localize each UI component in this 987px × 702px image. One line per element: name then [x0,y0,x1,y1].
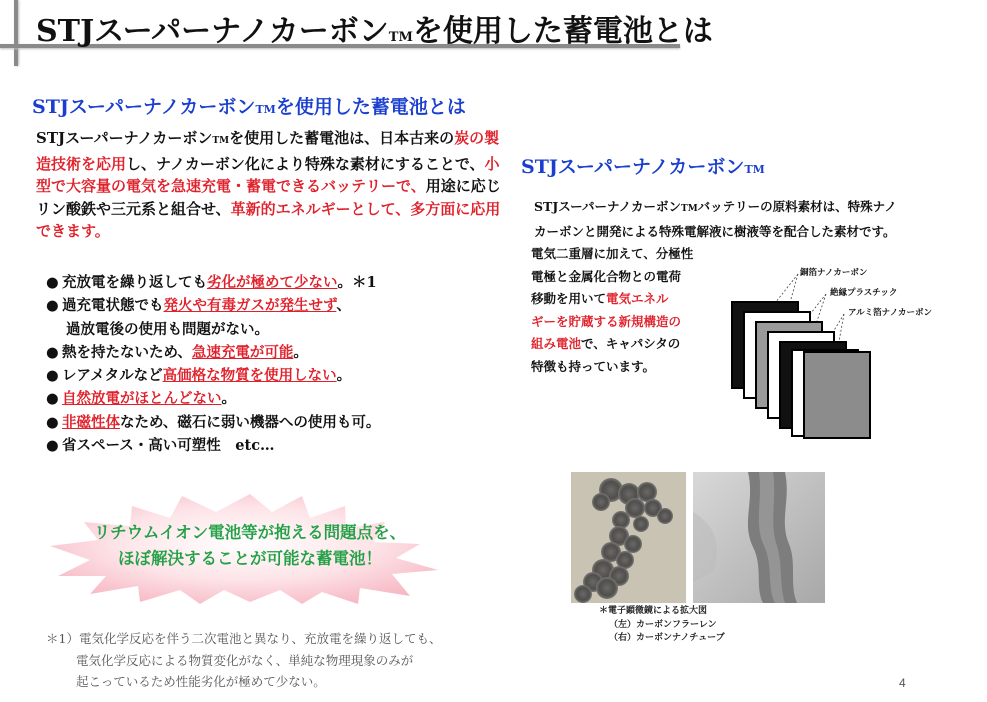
bullet-text: 。 [221,390,236,408]
bullet-dot-icon: ● [46,437,59,455]
list-item [46,271,486,294]
list-item [46,411,486,434]
bullet-highlight: 非磁性体 [62,413,120,431]
bullet-dot-icon: ● [46,367,59,385]
bullet-text: 省スペース・高い可塑性 etc… [62,437,275,455]
footnote-line: 起こっているため性能劣化が極めて少ない。 [76,674,326,689]
diagram-label-copper: 銅箔ナノカーボン [800,268,868,278]
callout-line: リチウムイオン電池等が抱える問題点を、 [93,523,407,542]
layer-sheet [804,352,870,438]
bullet-highlight: 高価格な物質を使用しない [162,367,337,385]
section-heading-tm: TM [255,103,276,116]
bullet-highlight: 劣化が極めて少ない [207,274,338,291]
diagram-label-insulator: 絶縁プラスチック [830,288,898,298]
intro-text: し、ナノカーボン化により特殊な素材にすることで、 [126,154,485,173]
bullet-dot-icon: ● [46,390,59,408]
right-heading [521,152,765,179]
structure-highlight: 電気エネル [606,291,669,306]
section-heading-suffix: を使用した蓄電池とは [275,96,466,118]
bullet-text: 過放電後の使用も問題がない。 [66,320,269,338]
fullerene-micrograph [571,472,686,603]
micrograph-caption [599,605,725,646]
structure-highlight: ギーを貯蔵する新規構造の [531,313,682,329]
footnote [46,628,506,693]
intro-highlight: 小型で大容量の電気を急速充電・蓄電できるバッテリーで、 [36,154,500,195]
bullet-text: 熱を持たないため、 [62,343,192,361]
title-text-main: STJスーパーナノカーボン [36,14,389,49]
footnote-line: ＊1）電気化学反応を伴う二次電池と異なり、充放電を繰り返しても、 [46,631,442,646]
bullet-dot-icon: ● [46,274,59,291]
material-description [534,196,974,243]
caption-line: （左）カーボンフラーレン [609,619,717,630]
structure-highlight: 組み電池 [531,336,582,351]
bullet-text: 。 [336,367,352,385]
list-item [46,364,486,387]
list-item [46,294,486,317]
title-vertical-rule [14,0,18,66]
section-heading-main: STJスーパーナノカーボン [32,96,256,118]
structure-text: 移動を用いて [531,291,607,306]
structure-text: 電気二重層に加えて、分極性 [531,246,694,261]
bullet-highlight: 自然放電がほとんどない [62,390,222,408]
structure-text: 電極と金属化合物との電荷 [531,268,682,284]
right-heading-main: STJスーパーナノカーボン [521,156,745,178]
list-item [46,434,486,457]
nanotube-micrograph [693,472,825,603]
intro-highlight: 革新的エネルギーとして、多方面に応用できます。 [36,199,501,240]
bullet-text: レアメタルなど [62,367,163,385]
structure-text: で、キャパシタの [581,336,681,351]
intro-text: STJスーパーナノカーボン [36,129,213,147]
right-heading-tm: TM [744,163,765,176]
bullet-text: 。 [293,343,308,361]
bullet-highlight: 発火や有毒ガスが発生せず [163,297,337,315]
footnote-line: 電気化学反応による物質変化がなく、単純な物理現象のみが [76,652,414,668]
section-heading [32,92,466,119]
list-item [46,341,486,364]
bullet-text: 充放電を繰り返しても [62,274,207,291]
caption-line: （右）カーボンナノチューブ [609,633,725,643]
title-tm: TM [388,30,413,45]
bullet-dot-icon: ● [46,343,59,361]
intro-highlight: 炭の製造技術を応用 [36,129,500,173]
material-text: カーボンと開発による特殊電解液に樹液等を配合した素材です。 [534,223,896,239]
bullet-text: 。＊1 [337,274,377,291]
intro-text: を使用した蓄電池は、日本古来の [229,129,455,147]
bullet-text: なため、磁石に弱い機器への使用も可。 [120,413,381,431]
slide-title [36,6,713,50]
bullet-text: 、 [336,297,351,315]
bullet-highlight: 急速充電が可能 [191,343,294,361]
structure-description [531,243,731,378]
page-number: 4 [899,676,906,690]
callout-text [48,520,452,572]
layer-diagram [726,262,956,442]
intro-text: 用途に応じリン酸鉄や三元系と組合せ、 [36,177,501,218]
intro-paragraph [36,127,506,243]
list-item-continuation [46,318,486,341]
material-text: バッテリーの原料素材は、特殊ナノ [697,199,897,214]
feature-list [46,271,486,457]
bullet-dot-icon: ● [46,297,59,315]
caption-line: ＊電子顕微鏡による拡大図 [599,606,708,616]
structure-text: 特徴も持っています。 [531,358,656,374]
material-text: STJスーパーナノカーボン [534,199,681,214]
bullet-dot-icon: ● [46,413,59,431]
intro-tm: TM [212,136,230,146]
list-item [46,387,486,410]
bullet-text: 過充電状態でも [62,297,164,315]
title-text-suffix: を使用した蓄電池とは [412,14,713,49]
diagram-label-aluminum: アルミ箔ナノカーボン [848,308,932,318]
material-tm: TM [681,204,698,214]
callout-line: ほぼ解決することが可能な蓄電池！ [118,549,382,568]
